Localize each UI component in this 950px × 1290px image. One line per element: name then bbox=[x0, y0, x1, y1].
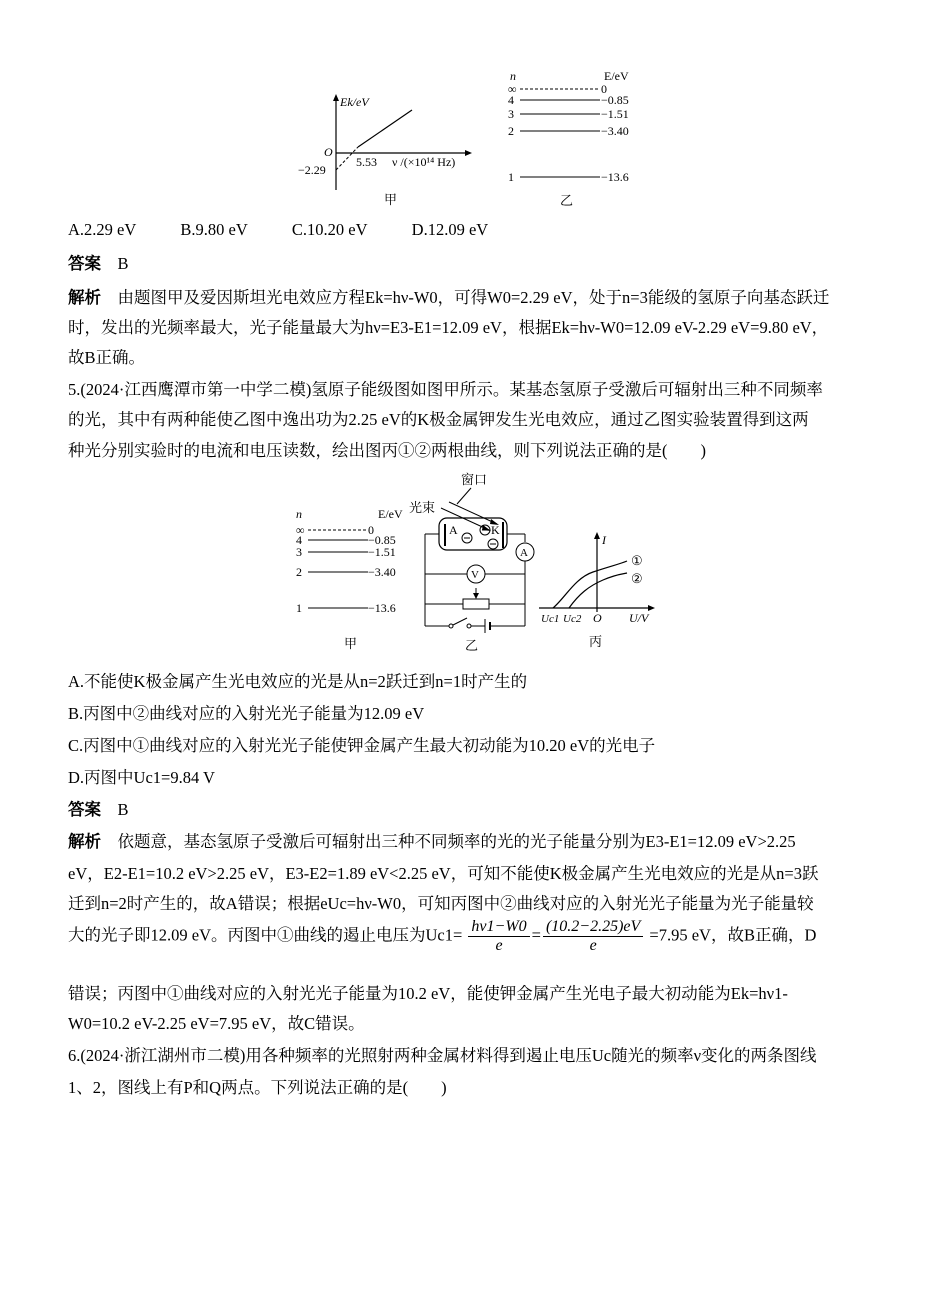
fraction-1 bbox=[468, 918, 529, 955]
origin-label: O bbox=[324, 145, 333, 159]
caption-jia: 甲 bbox=[344, 636, 358, 651]
level-n-label: 1 bbox=[508, 170, 514, 184]
level-energy-label: −1.51 bbox=[368, 545, 396, 559]
level-n-label: 1 bbox=[296, 601, 302, 615]
analysis-text: 大的光子即12.09 eV。丙图中①曲线的遏止电压为Uc1= bbox=[68, 925, 463, 945]
switch-contact bbox=[449, 624, 453, 628]
caption-yi: 乙 bbox=[465, 638, 479, 653]
answer-value: B bbox=[117, 800, 129, 819]
figure-iu-graph bbox=[535, 528, 665, 654]
analysis-label: 解析 bbox=[68, 832, 101, 851]
q5-analysis-line-4 bbox=[68, 918, 888, 955]
q6-stem-line-1: 6.(2024·浙江湖州市二模)用各种频率的光照射两种金属材料得到遏止电压Uc随光的频率ν变化的两条图线 bbox=[68, 1046, 817, 1065]
q4-analysis-line-3: 故B正确。 bbox=[68, 348, 146, 367]
q4-option-d[interactable]: D.12.09 eV bbox=[411, 220, 489, 239]
q5-analysis-line-5: 错误；丙图中①曲线对应的入射光光子能量为10.2 eV，能使钾金属产生光电子最大初动能为Ek=hν1- bbox=[68, 984, 788, 1003]
figure-energy-levels-2 bbox=[290, 504, 420, 654]
figure-photoelectric-circuit bbox=[405, 468, 545, 654]
level-n-label: 2 bbox=[296, 565, 302, 579]
window-label: 窗口 bbox=[461, 472, 488, 487]
q4-options bbox=[68, 220, 888, 240]
fraction-2 bbox=[543, 918, 643, 955]
i-axis-arrow bbox=[594, 532, 600, 539]
curve-2-label: ② bbox=[631, 571, 643, 586]
equals-sign: = bbox=[531, 925, 541, 945]
q6-stem-line-2: 1、2，图线上有P和Q两点。下列说法正确的是( ) bbox=[68, 1078, 447, 1097]
q5-option-a[interactable]: A.不能使K极金属产生光电效应的光是从n=2跃迁到n=1时产生的 bbox=[68, 672, 528, 691]
level-energy-label: 0 bbox=[601, 82, 607, 96]
level-energy-label: −3.40 bbox=[601, 124, 629, 138]
anode-label: A bbox=[449, 523, 458, 537]
curve-2 bbox=[569, 573, 627, 608]
q5-option-c[interactable]: C.丙图中①曲线对应的入射光光子能使钾金属产生最大初动能为10.20 eV的光电子 bbox=[68, 736, 656, 755]
level-n-label: 2 bbox=[508, 124, 514, 138]
u-axis-label: U/V bbox=[629, 611, 649, 625]
q4-answer bbox=[68, 250, 888, 274]
ammeter-label: A bbox=[520, 547, 528, 559]
level-energy-label: −13.6 bbox=[368, 601, 396, 615]
q4-option-b[interactable]: B.9.80 eV bbox=[180, 220, 248, 239]
level-energy-label: −13.6 bbox=[601, 170, 629, 184]
q5-answer bbox=[68, 796, 888, 820]
level-n-label: 4 bbox=[296, 533, 302, 547]
level-n-label: 3 bbox=[296, 545, 302, 559]
beam-label: 光束 bbox=[409, 500, 436, 515]
x-axis-arrow bbox=[465, 150, 472, 156]
q5-stem-line-2: 的光，其中有两种能使乙图中逸出功为2.25 eV的K极金属钾发生光电效应，通过乙图实验装置得到这两 bbox=[68, 410, 809, 429]
ek-line-extension bbox=[336, 147, 358, 170]
slider-arrow bbox=[473, 593, 479, 599]
level-n-label: 3 bbox=[508, 107, 514, 121]
level-n-label: 4 bbox=[508, 93, 514, 107]
q5-option-d[interactable]: D.丙图中Uc1=9.84 V bbox=[68, 768, 215, 787]
answer-label: 答案 bbox=[68, 800, 101, 819]
curve-1 bbox=[553, 561, 627, 608]
level-n-label: ∞ bbox=[296, 523, 305, 537]
q5-analysis-line-2: eV，E2-E1=10.2 eV>2.25 eV，E3-E2=1.89 eV<2.25 eV，可知不能使K极金属产生光电效应的光是从n=3跃 bbox=[68, 864, 819, 883]
fraction-numerator: hν1−W0 bbox=[468, 918, 529, 937]
fraction-denominator: e bbox=[589, 937, 597, 954]
ek-line bbox=[358, 110, 412, 147]
voltmeter-label: V bbox=[471, 569, 479, 581]
analysis-label: 解析 bbox=[68, 288, 101, 307]
analysis-text: =7.95 eV，故B正确，D bbox=[649, 925, 817, 945]
i-axis-label: I bbox=[602, 533, 606, 547]
level-energy-label: 0 bbox=[368, 523, 374, 537]
u-axis-arrow bbox=[648, 605, 655, 611]
figure-energy-levels-1 bbox=[500, 68, 660, 210]
level-energy-label: −0.85 bbox=[601, 93, 629, 107]
q4-analysis-line-1 bbox=[68, 284, 888, 308]
x-axis-label: ν /(×10¹⁴ Hz) bbox=[392, 155, 456, 169]
q5-analysis-line-6: W0=10.2 eV-2.25 eV=7.95 eV，故C错误。 bbox=[68, 1014, 365, 1033]
uc2-label: Uc2 bbox=[563, 613, 582, 625]
q5-analysis-line-1 bbox=[68, 828, 888, 852]
q5-analysis-line-3: 迁到n=2时产生的，故A错误；根据eUc=hν-W0，可知丙图中②曲线对应的入射光光子能量为光子能量较 bbox=[68, 894, 814, 913]
fraction-numerator: (10.2−2.25)eV bbox=[543, 918, 643, 937]
answer-label: 答案 bbox=[68, 254, 101, 273]
q4-analysis-line-2: 时，发出的光频率最大，光子能量最大为hν=E3-E1=12.09 eV，根据Ek=hν-W0=12.09 eV-2.29 eV=9.80 eV， bbox=[68, 318, 829, 337]
y-intercept-label: −2.29 bbox=[298, 163, 326, 177]
fraction-denominator: e bbox=[495, 937, 503, 954]
analysis-text: 由题图甲及爱因斯坦光电效应方程Ek=hν-W0，可得W0=2.29 eV，处于n=3能级的氢原子向基态跃迁 bbox=[117, 288, 830, 307]
switch-arm bbox=[453, 618, 467, 625]
level-n-label: ∞ bbox=[508, 82, 517, 96]
window-pointer bbox=[457, 488, 471, 504]
q5-option-b[interactable]: B.丙图中②曲线对应的入射光光子能量为12.09 eV bbox=[68, 704, 425, 723]
y-axis-arrow bbox=[333, 94, 339, 101]
q4-option-c[interactable]: C.10.20 eV bbox=[291, 220, 368, 239]
y-axis-label: Ek/eV bbox=[340, 95, 369, 109]
figure-ek-nu-graph bbox=[290, 90, 490, 210]
n-header: n bbox=[510, 69, 516, 83]
uc1-label: Uc1 bbox=[541, 613, 560, 625]
e-header: E/eV bbox=[604, 69, 629, 83]
q5-stem-line-3: 种光分别实验时的电流和电压读数，绘出图丙①②两根曲线，则下列说法正确的是( ) bbox=[68, 441, 706, 460]
switch-contact bbox=[467, 624, 471, 628]
e-header: E/eV bbox=[378, 507, 403, 521]
level-energy-label: −1.51 bbox=[601, 107, 629, 121]
q5-stem-line-1: 5.(2024·江西鹰潭市第一中学二模)氢原子能级图如图甲所示。某基态氢原子受激后可辐射出三种不同频率 bbox=[68, 380, 823, 399]
n-header: n bbox=[296, 507, 302, 521]
light-beam-ray bbox=[449, 502, 497, 524]
analysis-text: 依题意，基态氢原子受激后可辐射出三种不同频率的光的光子能量分别为E3-E1=12.09 eV>2.25 bbox=[117, 832, 796, 851]
rheostat bbox=[463, 599, 489, 609]
caption-yi: 乙 bbox=[560, 193, 574, 208]
curve-1-label: ① bbox=[631, 553, 643, 568]
origin-label: O bbox=[593, 611, 602, 625]
q4-option-a[interactable]: A.2.29 eV bbox=[68, 220, 137, 239]
answer-value: B bbox=[117, 254, 129, 273]
cathode-label: K bbox=[491, 523, 500, 537]
caption-jia: 甲 bbox=[384, 192, 398, 207]
level-energy-label: −3.40 bbox=[368, 565, 396, 579]
caption-bing: 丙 bbox=[589, 634, 603, 649]
level-energy-label: −0.85 bbox=[368, 533, 396, 547]
x-intercept-label: 5.53 bbox=[356, 155, 377, 169]
